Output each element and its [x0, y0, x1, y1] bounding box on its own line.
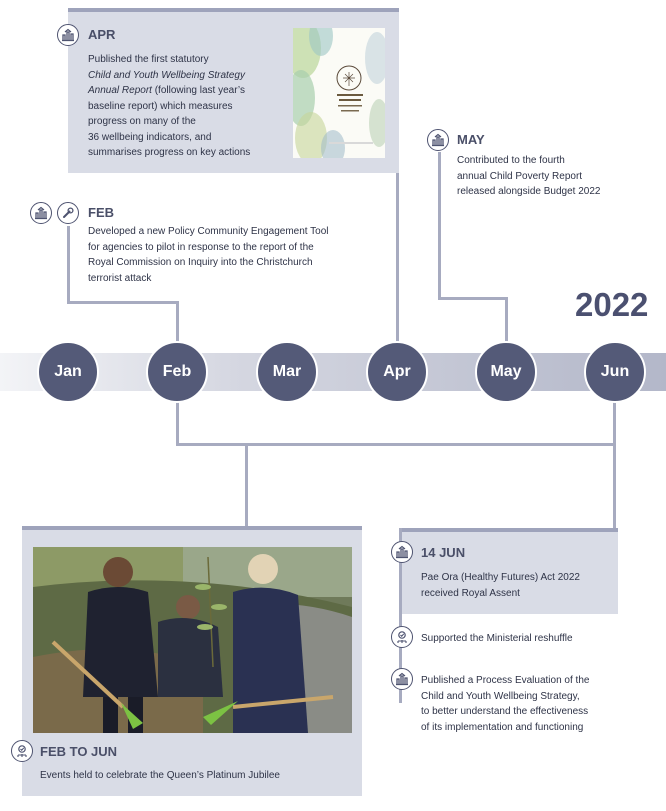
jubilee-description: Events held to celebrate the Queen’s Platinum Jubilee: [40, 770, 280, 781]
apr-line-7: summarises progress on key actions: [88, 147, 251, 158]
process-eval-line-4: of its implementation and functioning: [421, 721, 584, 733]
connector-jubilee-down: [245, 443, 248, 528]
jun14-line-2: received Royal Assent: [421, 587, 520, 599]
connector-jun-down: [613, 391, 616, 531]
connector-feb-horizontal: [67, 301, 179, 304]
apr-line-1: Published the first statutory: [88, 54, 209, 65]
jubilee-box-topbar: [22, 526, 362, 530]
report-cover-image: [293, 28, 385, 158]
month-apr: Apr: [366, 341, 428, 403]
apr-line-3: [88, 83, 288, 99]
building-chart-icon: [391, 668, 413, 690]
year-label: 2022: [575, 286, 649, 323]
apr-heading: APR: [88, 27, 116, 42]
process-eval-description: [421, 673, 651, 735]
feb-line-1: Developed a new Policy Community Engagement Tool: [88, 226, 329, 237]
reshuffle-text: Supported the Ministerial reshuffle: [421, 633, 573, 644]
apr-line-6: 36 wellbeing indicators, and: [88, 131, 212, 143]
apr-line-5: progress on many of the: [88, 116, 196, 127]
connector-may-vertical-top: [438, 152, 441, 299]
may-line-3: released alongside Budget 2022: [457, 186, 601, 197]
may-line-2: annual Child Poverty Report: [457, 170, 583, 182]
feb-line-2: for agencies to pilot in response to the report of the: [88, 241, 314, 253]
month-mar: Mar: [256, 341, 318, 403]
may-line-1: Contributed to the fourth: [457, 155, 565, 166]
apr-line-4: baseline report) which measures: [88, 100, 233, 112]
jun14-heading: 14 JUN: [421, 545, 466, 560]
jubilee-heading: FEB TO JUN: [40, 744, 118, 759]
jun14-description: [421, 570, 611, 601]
month-jun: Jun: [584, 341, 646, 403]
apr-line-3-italic: Annual Report: [88, 85, 152, 96]
apr-box-topbar: [68, 8, 399, 12]
process-eval-line-1: Published a Process Evaluation of the: [421, 675, 590, 686]
building-chart-icon: [30, 202, 52, 224]
jun14-line-1: Pae Ora (Healthy Futures) Act 2022: [421, 572, 580, 583]
jubilee-photo: [33, 547, 352, 733]
process-eval-line-3: to better understand the effectiveness: [421, 706, 589, 717]
connector-may-horizontal: [438, 297, 508, 300]
connector-feb-vertical-top: [67, 226, 70, 303]
timeline-band: [0, 353, 666, 391]
building-chart-icon: [427, 129, 449, 151]
wrench-icon: [57, 202, 79, 224]
feb-heading: FEB: [88, 205, 114, 220]
apr-line-2: Child and Youth Wellbeing Strategy: [88, 69, 245, 81]
process-eval-line-2: Child and Youth Wellbeing Strategy,: [421, 690, 580, 702]
may-heading: MAY: [457, 132, 485, 147]
month-jan: Jan: [37, 341, 99, 403]
month-feb: Feb: [146, 341, 208, 403]
people-check-icon: [391, 626, 413, 648]
feb-line-4: terrorist attack: [88, 272, 152, 284]
people-check-icon: [11, 740, 33, 762]
connector-bottom-horizontal: [176, 443, 616, 446]
building-chart-icon: [391, 541, 413, 563]
jun14-box-topbar: [402, 528, 618, 532]
may-description: [457, 153, 657, 200]
feb-description: [88, 224, 368, 286]
building-chart-icon: [57, 24, 79, 46]
apr-description: [88, 52, 288, 161]
apr-line-3-rest: (following last year’s: [151, 85, 245, 96]
feb-line-3: Royal Commission on Inquiry into the Christchurch: [88, 257, 313, 268]
month-may: May: [475, 341, 537, 403]
